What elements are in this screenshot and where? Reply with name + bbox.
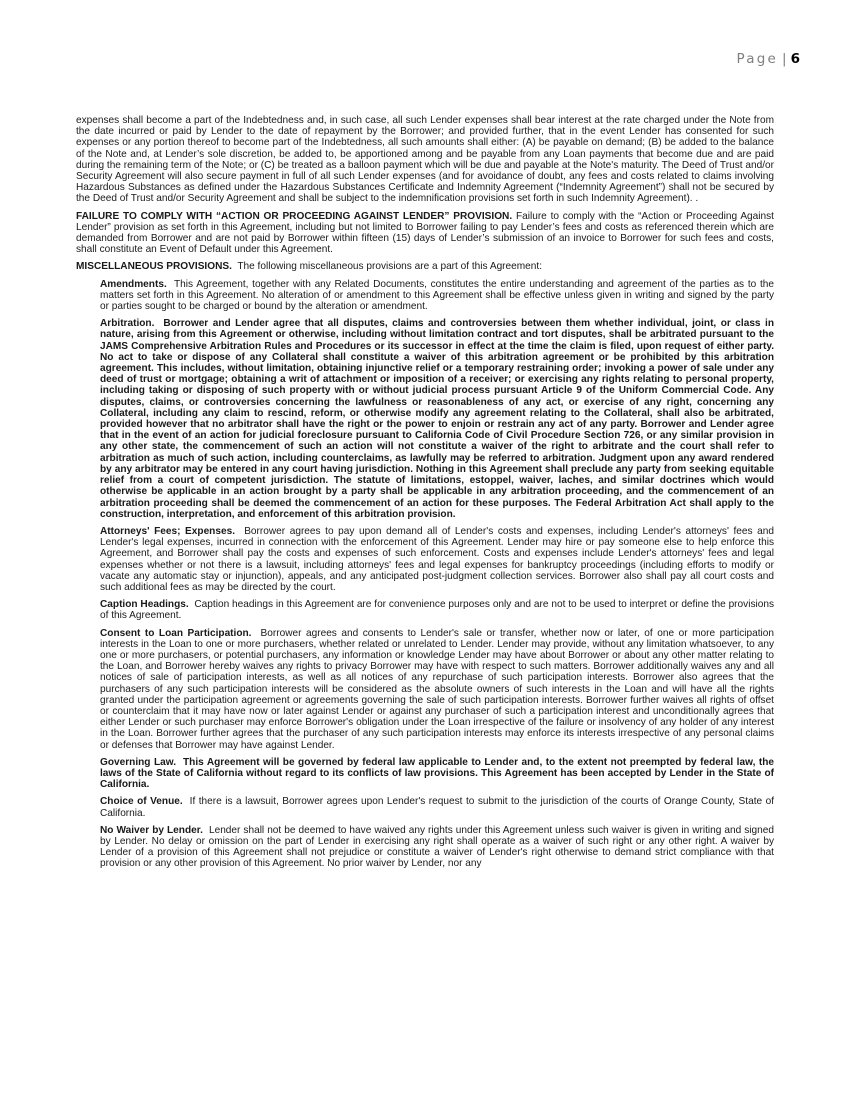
governing-law-text: This Agreement will be governed by federal law applicable to Lender and, to the extent not preempted by federal law, the laws of the State of California without regard to its conflicts of law provisions. This Agreement has been accepted by Lender in the State of California. (100, 756, 774, 791)
intro-paragraph: expenses shall become a part of the Indebtedness and, in such case, all such Lender expenses shall bear interest at the rate charged under the Note from the date incurred or paid by Lender to the date of repayment by the Borrower; and provided further, that in the event Lender has consented for such expenses or any portion thereof to become part of the Indebtedness, all such amounts shall either: (A) be payable on demand; (B) be added to the balance of the Note and, at Lender’s sole discretion, be added to, be apportioned among and be payable from any Loan payments that become due and are paid during the remaining term of the Note; or (C) be treated as a balloon payment which will be due and payable at the Note's maturity. The Deed of Trust and/or Security Agreement will also secure payment in full of all such Lender expenses (and for avoidance of doubt, any fees and costs related to claims involving Hazardous Substances as defined under the Hazardous Substances Certificate and Indemnity Agreement (“Indemnity Agreement”) shall not be secured by the Deed of Trust and/or Security Agreement and shall be subject to the indemnification provisions set forth in such Indemnity Agreement). . (76, 115, 774, 205)
attorneys-fees-heading: Attorneys' Fees; Expenses. (100, 525, 235, 537)
page-label: Page (736, 51, 779, 67)
page-header (737, 51, 800, 67)
choice-of-venue-text: If there is a lawsuit, Borrower agrees upon Lender's request to submit to the jurisdiction of the courts of Orange County, State of California. (100, 796, 775, 819)
miscellaneous-section (76, 261, 774, 272)
failure-text: Failure to comply with the “Action or Proceeding Against Lender” provision as set forth in this Agreement, including but not limited to Borrower failing to pay Lender’s fees and costs as referenced therein which are demanded from Borrower and are not paid by Borrower within fifteen (15) days of Lender’s submission of an invoice to Borrower for such fees and costs, shall constitute an Event of Default under this Agreement. (76, 210, 774, 256)
choice-of-venue-heading: Choice of Venue. (100, 796, 183, 808)
consent-provision (100, 628, 774, 751)
misc-heading: MISCELLANEOUS PROVISIONS. (76, 261, 232, 273)
document-body (76, 115, 774, 876)
attorneys-fees-provision (100, 526, 774, 593)
consent-text: Borrower agrees and consents to Lender's sale or transfer, whether now or later, of one or more participation interests in the Loan to one or more purchasers, whether related or unrelated to Lender. Lender may provide, without any limitation whatsoever, to any one or more purchasers, or potential purchasers, any information or knowledge Lender may have about Borrower or about any other matter relating to the Loan, and Borrower hereby waives any rights to privacy Borrower may have with respect to such matters. Borrower additionally waives any and all notices of sale of participation interests, as well as all notices of any repurchase of such participation interests. Borrower also agrees that the purchasers of any such participation interests will be considered as the absolute owners of such interests in the Loan and will have all the rights granted under the participation agreement or agreements governing the sale of such participation interests. Borrower further waives all rights of offset or counterclaim that it may have now or later against Lender or against any purchaser of such a participation interest and unconditionally agrees that either Lender or such purchaser may enforce Borrower's obligation under the Loan irrespective of the failure or insolvency of any holder of any interest in the Loan. Borrower further agrees that the purchaser of any such participation interests may enforce its interests irrespective of any personal claims or defenses that Borrower may have against Lender. (100, 627, 775, 751)
amendments-text: This Agreement, together with any Related Documents, constitutes the entire understanding and agreement of the parties as to the matters set forth in this Agreement. No alteration of or amendment to this Agreement shall be effective unless given in writing and signed by the party or parties sought to be charged or bound by the alteration or amendment. (100, 278, 774, 313)
amendments-heading: Amendments. (100, 278, 167, 290)
no-waiver-heading: No Waiver by Lender. (100, 824, 203, 836)
caption-headings-provision (100, 599, 774, 621)
page-separator: | (782, 51, 787, 67)
failure-heading: FAILURE TO COMPLY WITH “ACTION OR PROCEEDING AGAINST LENDER” PROVISION. (76, 210, 513, 222)
attorneys-fees-text: Borrower agrees to pay upon demand all of Lender's costs and expenses, including Lender's attorneys' fees and Lender's legal expenses, incurred in connection with the enforcement of this Agreement. Lender may hire or pay someone else to help enforce this Agreement, and Borrower shall pay the costs and expenses of such enforcement. Costs and expenses include Lender's attorneys' fees and legal expenses whether or not there is a lawsuit, including attorneys' fees and legal expenses for bankruptcy proceedings (including efforts to modify or vacate any automatic stay or injunction), appeals, and any anticipated post-judgment collection services. Borrower also shall pay all court costs and such additional fees as may be directed by the court. (100, 525, 774, 593)
choice-of-venue-provision (100, 796, 774, 818)
misc-text: The following miscellaneous provisions are a part of this Agreement: (237, 261, 543, 273)
amendments-provision (100, 279, 774, 313)
caption-headings-heading: Caption Headings. (100, 599, 189, 611)
consent-heading: Consent to Loan Participation. (100, 627, 252, 639)
arbitration-provision (100, 318, 774, 520)
governing-law-provision (100, 757, 774, 791)
no-waiver-provision (100, 825, 774, 870)
page-number: 6 (790, 51, 800, 67)
arbitration-heading: Arbitration. (100, 318, 155, 330)
arbitration-text: Borrower and Lender agree that all disputes, claims and controversies between them whether individual, joint, or class in nature, arising from this Agreement or otherwise, including without limitation contract and tort disputes, shall be arbitrated pursuant to the JAMS Comprehensive Arbitration Rules and Procedures or its successor in effect at the time the claim is filed, upon request of either party. No act to take or dispose of any Collateral shall constitute a waiver of this arbitration agreement or be prohibited by this arbitration agreement. This includes, without limitation, obtaining injunctive relief or a temporary restraining order; invoking a power of sale under any deed of trust or mortgage; obtaining a writ of attachment or imposition of a receiver; or exercising any rights relating to personal property, including taking or disposing of such property with or without judicial process pursuant Article 9 of the Uniform Commercial Code. Any disputes, claims, or controversies concerning the lawfulness or reasonableness of any act, or exercise of any right, concerning any Collateral, including any claim to rescind, reform, or otherwise modify any agreement relating to the Collateral, shall also be arbitrated, provided however that no arbitrator shall have the right or the power to enjoin or restrain any act of any party. Borrower and Lender agree that in the event of an action for judicial foreclosure pursuant to California Code of Civil Procedure Section 726, or any similar provision in any other state, the commencement of such an action will not constitute a waiver of the right to arbitrate and the court shall refer to arbitration as much of such action, including counterclaims, as lawfully may be referred to arbitration. Judgment upon any award rendered by any arbitrator may be entered in any court having jurisdiction. Nothing in this Agreement shall preclude any party from seeking equitable relief from a court of competent jurisdiction. The statute of limitations, estoppel, waiver, laches, and similar doctrines which would otherwise be applicable in an action brought by a party shall be applicable in any arbitration proceeding, and the commencement of an arbitration proceeding shall be deemed the commencement of an action for these purposes. The Federal Arbitration Act shall apply to the construction, interpretation, and enforcement of this arbitration provision. (100, 318, 774, 520)
governing-law-heading: Governing Law. (100, 756, 177, 768)
caption-headings-text: Caption headings in this Agreement are for convenience purposes only and are not to be used to interpret or define the provisions of this Agreement. (100, 599, 775, 622)
failure-to-comply-section (76, 211, 774, 256)
no-waiver-text: Lender shall not be deemed to have waived any rights under this Agreement unless such waiver is given in writing and signed by Lender. No delay or omission on the part of Lender in exercising any right shall operate as a waiver of such right or any other right. A waiver by Lender of a provision of this Agreement shall not prejudice or constitute a waiver of Lender's right otherwise to demand strict compliance with that provision or any other provision of this Agreement. No prior waiver by Lender, nor any (100, 824, 774, 870)
